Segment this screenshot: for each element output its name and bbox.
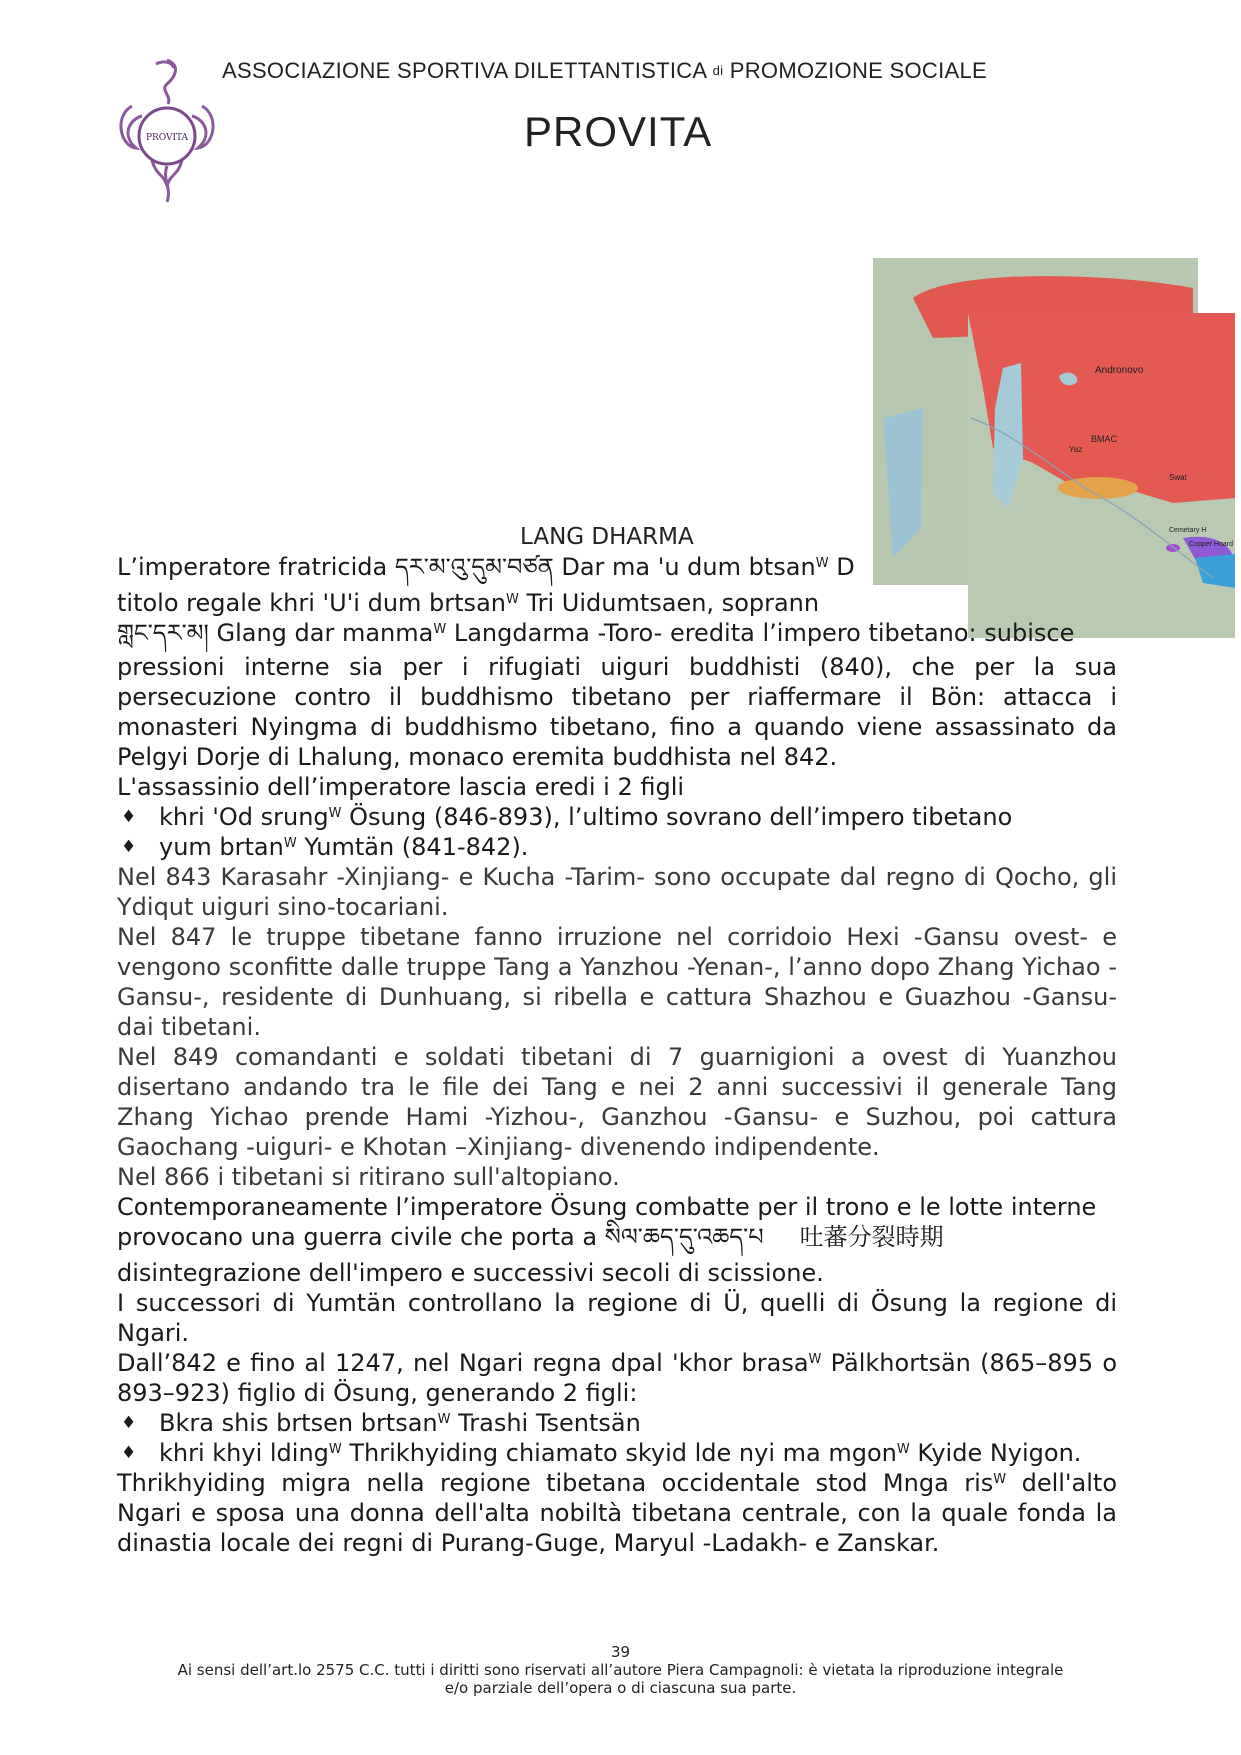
brand-title: PROVITA bbox=[524, 108, 713, 155]
copyright-line-1: Ai sensi dell’art.lo 2575 C.C. tutti i diritti sono riservati all’autore Piera Campagnoli: è vietata la riproduzione integrale bbox=[177, 1661, 1064, 1679]
list-item: ♦ Bkra shis brtsen brtsan$^W$ Trashi Tsentsän bbox=[121, 1409, 641, 1437]
paragraph-14: Dall’842 e fino al 1247, nel Ngari regna dpal 'khor brasa$^W$ Pälkhortsän (865–895 o 893–923) figlio di Ösung, generando 2 figli: bbox=[117, 1349, 1118, 1407]
body-text bbox=[117, 552, 1117, 1558]
provita-dragon-logo bbox=[112, 56, 222, 206]
paragraph-15: Thrikhyiding migra nella regione tibetana occidentale stod Mnga ris$^W$ dell'alto Ngari e sposa una donna dell'alta nobiltà tibetana centrale, con la quale fonda la dinastia locale dei regni di Purang-Guge, Maryul -Ladakh- e Zanskar. bbox=[117, 1469, 1117, 1557]
label-swat: Swat bbox=[1169, 473, 1187, 482]
label-copper-hoard: Copper Hoard bbox=[1189, 541, 1233, 548]
label-bmac: BMAC bbox=[1091, 434, 1118, 444]
paragraph-10: Contemporaneamente l’imperatore Ösung combatte per il trono e le lotte interne bbox=[117, 1193, 1097, 1221]
association-tail: PROMOZIONE SOCIALE bbox=[729, 58, 987, 83]
page-footer bbox=[0, 1643, 1241, 1697]
label-andronovo: Andronovo bbox=[1095, 365, 1144, 376]
paragraph-6: Nel 843 Karasahr -Xinjiang- e Kucha -Tarim- sono occupate dal regno di Qocho, gli Ydiqut uiguri sino-tocariani. bbox=[117, 863, 1117, 921]
paragraph-7: Nel 847 le truppe tibetane fanno irruzione nel corridoio Hexi -Gansu ovest- e vengono sconfitte dalle truppe Tang a Yanzhou -Yenan-, l’anno dopo Zhang Yichao -Gansu-, residente di Dunhuang, si ribella e cattura Shazhou e Guazhou -Gansu- dai tibetani. bbox=[117, 923, 1117, 1041]
paragraph-8: Nel 849 comandanti e soldati tibetani di 7 guarnigioni a ovest di Yuanzhou disertano andando tra le file dei Tang e nei 2 anni successivi il generale Tang Zhang Yichao prende Hami -Yizhou-, Ganzhou -Gansu- e Suzhou, poi cattura Gaochang -uiguri- e Khotan –Xinjiang- divenendo indipendente. bbox=[117, 1043, 1117, 1161]
paragraph-12: disintegrazione dell'impero e successivi secoli di scissione. bbox=[117, 1259, 824, 1287]
association-name bbox=[222, 58, 987, 84]
label-yaz: Yaz bbox=[1069, 445, 1083, 454]
paragraph-4: pressioni interne sia per i rifugiati uiguri buddhisti (840), che per la sua persecuzione contro il buddhismo tibetano per riaffermare il Bön: attacca i monasteri Nyingma di buddhismo tibetano, fino a quando viene assassinato da Pelgyi Dorje di Lhalung, monaco eremita buddhista nel 842. bbox=[117, 653, 1117, 771]
copyright-line-2: e/o parziale dell’opera o di ciascuna sua parte. bbox=[444, 1679, 797, 1697]
paragraph-2: titolo regale khri 'U'i dum brtsan$^W$ Tri Uidumtsaen, soprann bbox=[117, 589, 820, 617]
paragraph-1: L’imperatore fratricida དར་མ་འུ་དུམ་བཙན Dar ma 'u dum btsan$^W$ D bbox=[117, 553, 855, 581]
association-main: ASSOCIAZIONE SPORTIVA DILETTANTISTICA bbox=[222, 58, 707, 83]
label-cemetary-h: Cemetary H bbox=[1169, 527, 1207, 534]
document-title: LANG DHARMA bbox=[520, 524, 694, 550]
list-item: ♦ khri khyi lding$^W$ Thrikhyiding chiamato skyid lde nyi ma mgon$^W$ Kyide Nyigon. bbox=[121, 1439, 1082, 1467]
association-di: di bbox=[712, 63, 724, 78]
paragraph-3: གླང་དར་མ། Glang dar manma$^W$ Langdarma -Toro- eredita l’impero tibetano: subisce bbox=[117, 619, 1075, 647]
list-item: ♦ khri 'Od srung$^W$ Ösung (846-893), l’ultimo sovrano dell’impero tibetano bbox=[121, 803, 1013, 831]
page-number: 39 bbox=[610, 1643, 631, 1661]
paragraph-13: I successori di Yumtän controllano la regione di Ü, quelli di Ösung la regione di Ngari. bbox=[117, 1289, 1117, 1347]
logo-text: PROVITA bbox=[145, 133, 189, 143]
list-item: ♦ yum brtan$^W$ Yumtän (841-842). bbox=[121, 833, 529, 861]
paragraph-9: Nel 866 i tibetani si ritirano sull'altopiano. bbox=[117, 1163, 620, 1191]
paragraph-11: provocano una guerra civile che porta a སིལ་ཆད་དུ་འཆད་པ 吐蕃分裂時期 bbox=[117, 1223, 944, 1251]
paragraph-5: L'assassinio dell’imperatore lascia eredi i 2 figli bbox=[117, 773, 685, 801]
